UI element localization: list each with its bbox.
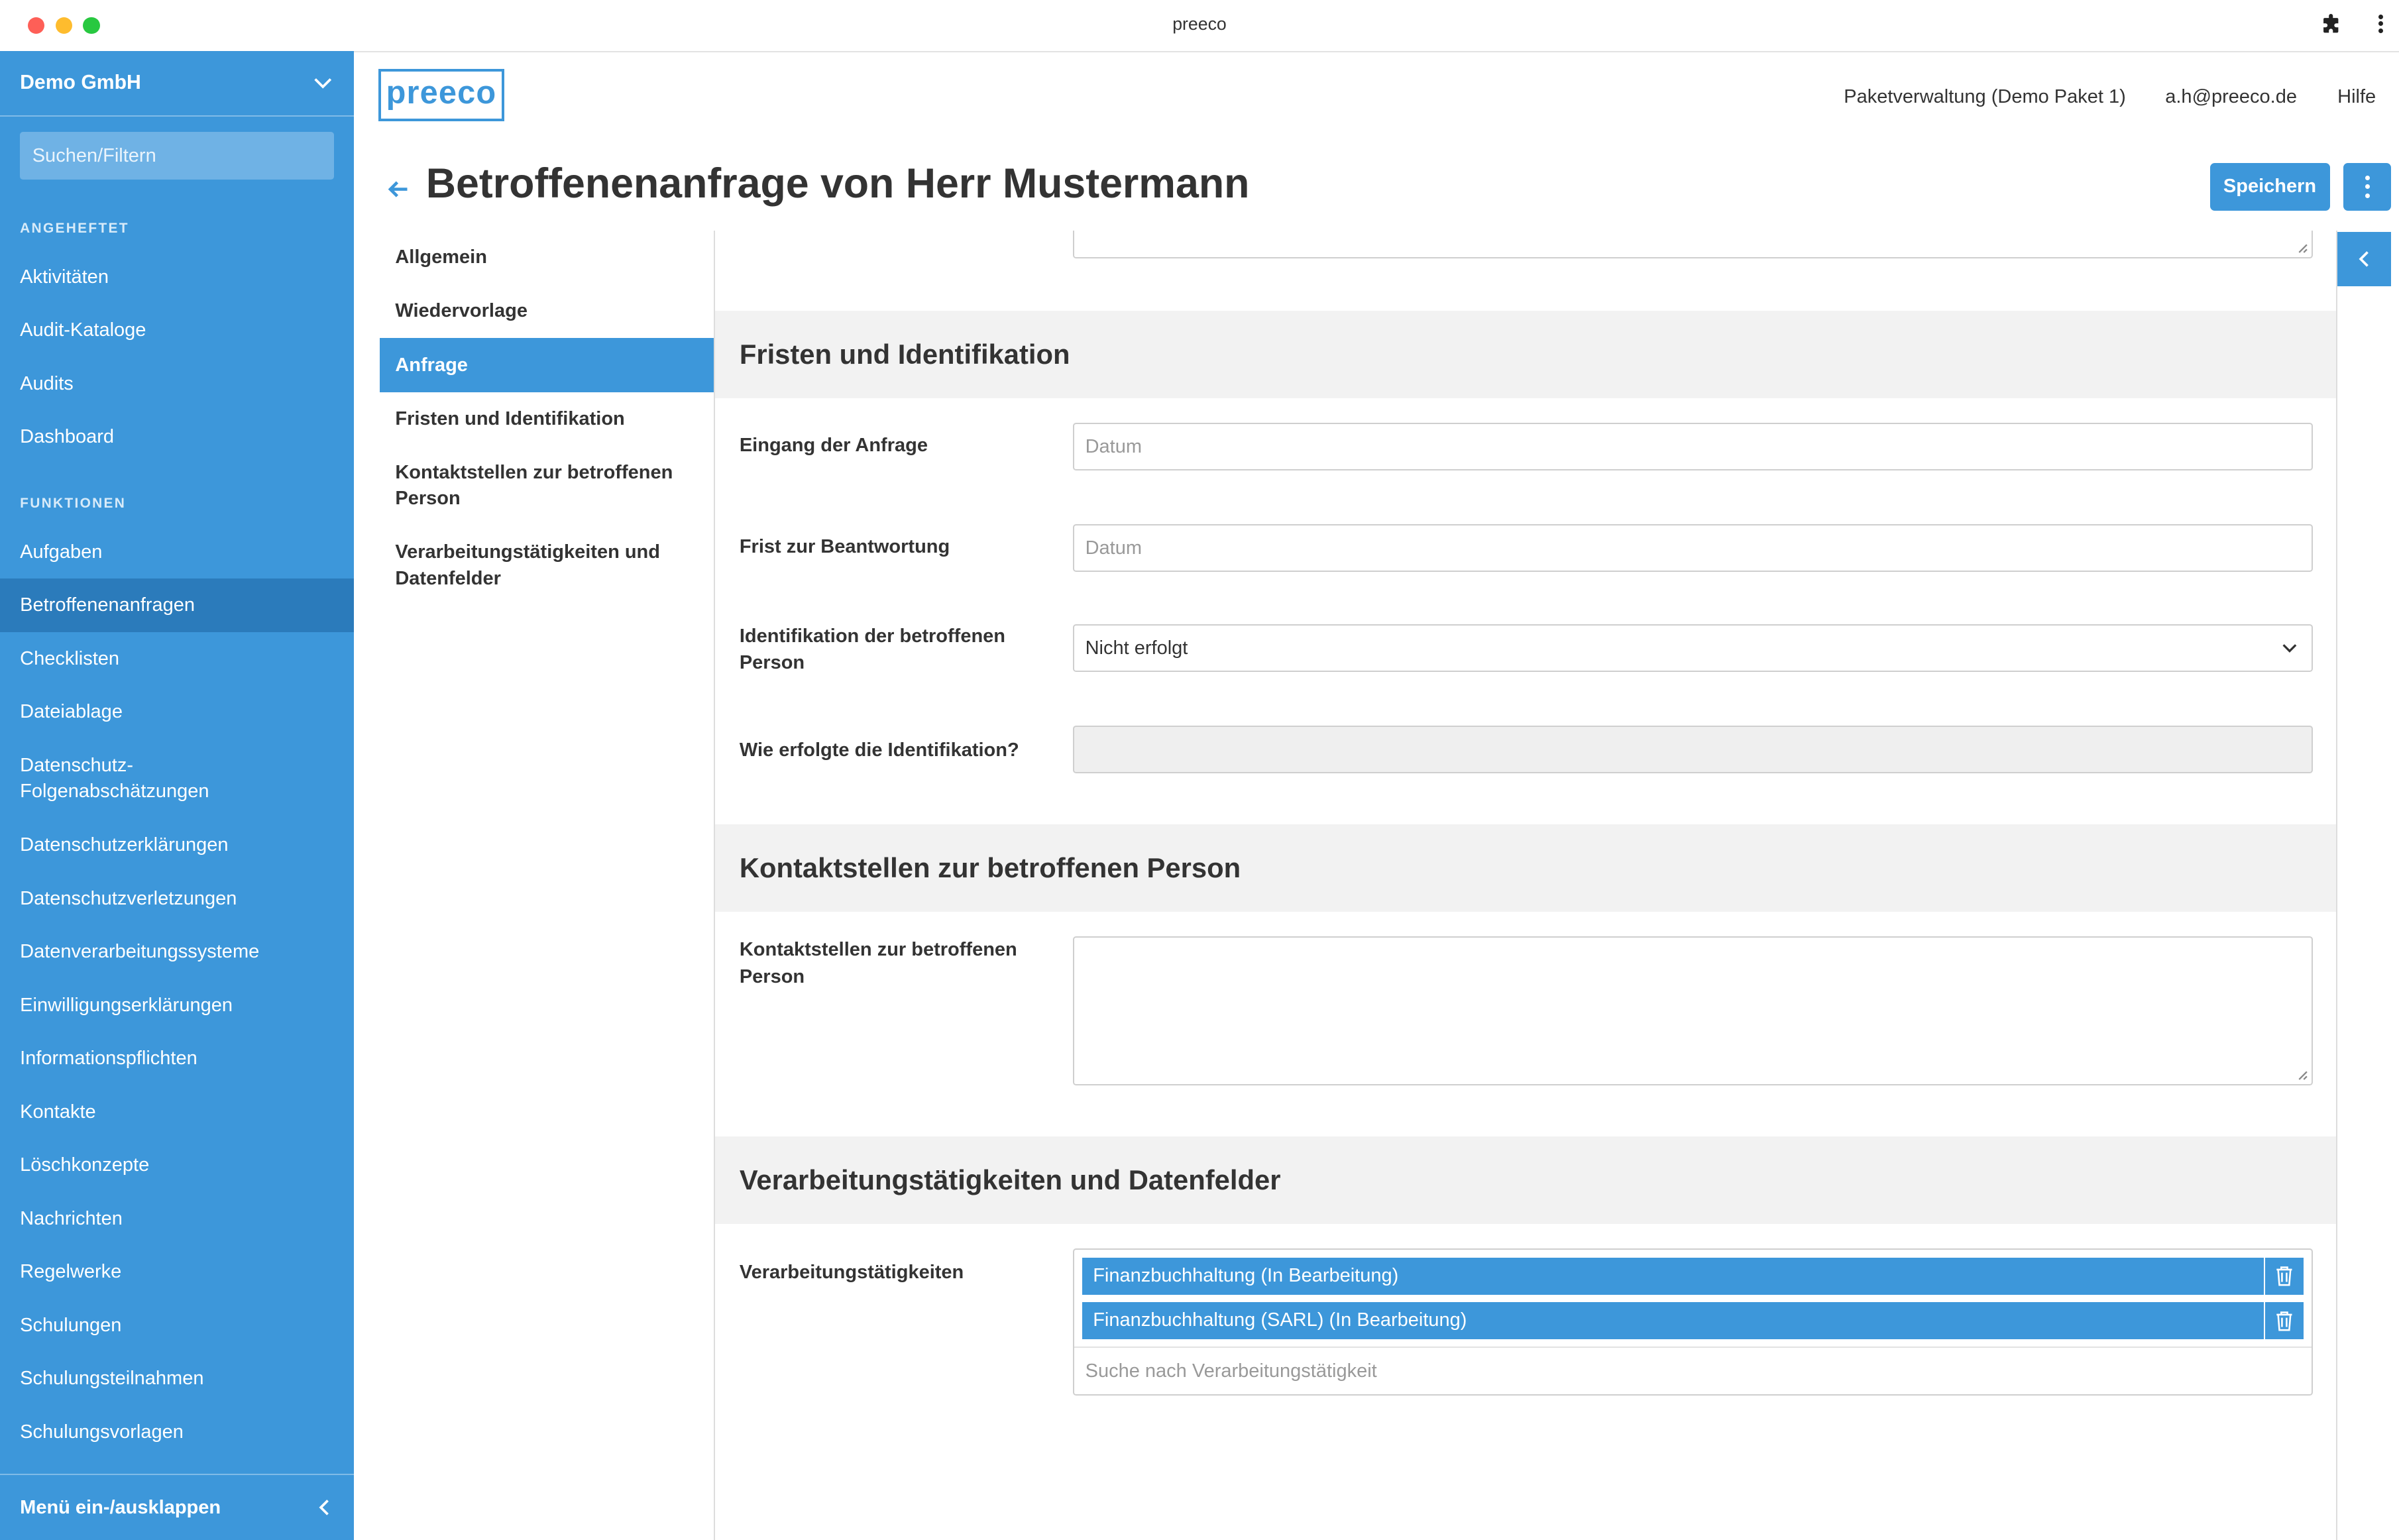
subnav-item-anfrage[interactable]: Anfrage	[380, 338, 714, 392]
section-heading-kontakt: Kontaktstellen zur betroffenen Person	[715, 824, 2336, 912]
sidebar-item-datenverarbeitungssysteme[interactable]: Datenverarbeitungssysteme	[20, 941, 260, 963]
eingang-date-input[interactable]: Datum	[1073, 423, 2312, 470]
package-link[interactable]: Paketverwaltung (Demo Paket 1)	[1844, 85, 2126, 107]
sidebar-item-audit-kataloge[interactable]: Audit-Kataloge	[20, 319, 146, 341]
sidebar-item-datenschutzerklaerungen[interactable]: Datenschutzerklärungen	[20, 834, 229, 856]
form-content	[714, 231, 2337, 1540]
remove-tag-button[interactable]	[2264, 1302, 2304, 1339]
chevron-down-icon	[2280, 639, 2299, 657]
sidebar-item-regelwerke[interactable]: Regelwerke	[20, 1261, 122, 1283]
trash-icon	[2275, 1265, 2294, 1286]
subnav-item-kontaktstellen[interactable]	[380, 446, 714, 526]
menu-toggle-button[interactable]	[0, 1474, 354, 1540]
sidebar	[0, 51, 354, 1540]
menu-toggle-label: Menü ein-/ausklappen	[20, 1496, 221, 1518]
verarbeitung-search-input[interactable]: Suche nach Verarbeitungstätigkeit	[1074, 1347, 2311, 1394]
subnav-item-verarbeitung[interactable]	[380, 526, 714, 606]
sidebar-item-loeschkonzepte[interactable]: Löschkonzepte	[20, 1154, 150, 1176]
chevron-left-icon	[2355, 250, 2374, 268]
selected-tag	[1082, 1258, 2304, 1295]
tag-label: Finanzbuchhaltung (SARL) (In Bearbeitung)	[1093, 1309, 1467, 1331]
field-label-eingang: Eingang der Anfrage	[739, 435, 928, 457]
org-switcher[interactable]	[0, 51, 354, 117]
trash-icon	[2275, 1310, 2294, 1331]
wie-identifikation-input[interactable]	[1073, 726, 2312, 773]
sidebar-item-checklisten[interactable]: Checklisten	[20, 647, 120, 669]
sidebar-item-audits[interactable]: Audits	[20, 372, 74, 394]
resize-grip-icon[interactable]	[2298, 1070, 2308, 1081]
field-label-kontaktstellen: Kontaktstellen zur betroffenen Person	[739, 939, 1017, 987]
previous-textarea[interactable]	[1073, 231, 2312, 258]
sidebar-item-datenschutzverletzungen[interactable]: Datenschutzverletzungen	[20, 887, 237, 909]
identifikation-value: Nicht erfolgt	[1085, 637, 1188, 659]
org-name: Demo GmbH	[20, 72, 141, 94]
user-menu[interactable]: a.h@preeco.de	[2165, 85, 2297, 107]
back-arrow-icon[interactable]	[386, 177, 410, 201]
section-heading-fristen: Fristen und Identifikation	[715, 311, 2336, 398]
sidebar-item-einwilligungserklaerungen[interactable]: Einwilligungserklärungen	[20, 994, 233, 1016]
sidebar-item-label: Datenschutz-Folgenabschätzungen	[20, 754, 209, 802]
preeco-logo[interactable]: preeco	[378, 69, 504, 121]
remove-tag-button[interactable]	[2264, 1258, 2304, 1295]
window-titlebar	[0, 0, 2399, 52]
chevron-left-icon	[315, 1498, 334, 1517]
kontaktstellen-textarea[interactable]	[1073, 936, 2312, 1085]
window-title: preeco	[1172, 13, 1227, 34]
subnav-item-label: Kontaktstellen zur betroffenen Person	[395, 461, 673, 510]
field-label-wie: Wie erfolgte die Identifikation?	[739, 739, 1019, 761]
functions-section-label: FUNKTIONEN	[20, 496, 127, 512]
subnav-item-fristen[interactable]: Fristen und Identifikation	[395, 408, 625, 429]
verarbeitung-multiselect[interactable]	[1073, 1248, 2312, 1396]
browser-menu-icon[interactable]	[2376, 13, 2385, 37]
section-heading-verarbeitung: Verarbeitungstätigkeiten und Datenfelder	[715, 1136, 2336, 1224]
sidebar-item-schulungen[interactable]: Schulungen	[20, 1314, 122, 1336]
section-nav	[380, 231, 714, 606]
field-label-verarbeitungstaetigkeiten: Verarbeitungstätigkeiten	[739, 1262, 964, 1284]
collapse-panel-button[interactable]	[2337, 232, 2391, 286]
tag-label: Finanzbuchhaltung (In Bearbeitung)	[1093, 1265, 1399, 1287]
sidebar-item-kontakte[interactable]: Kontakte	[20, 1101, 96, 1123]
subnav-item-label: Verarbeitungstätigkeiten und Datenfelder	[395, 541, 660, 589]
help-link[interactable]: Hilfe	[2337, 85, 2376, 107]
save-button[interactable]: Speichern	[2210, 163, 2330, 211]
sidebar-item-schulungsvorlagen[interactable]: Schulungsvorlagen	[20, 1421, 184, 1443]
sidebar-item-dateiablage[interactable]: Dateiablage	[20, 701, 123, 723]
sidebar-item-betroffenenanfragen[interactable]: Betroffenenanfragen	[0, 578, 354, 632]
sidebar-item-nachrichten[interactable]: Nachrichten	[20, 1207, 123, 1229]
frist-date-input[interactable]: Datum	[1073, 524, 2312, 572]
more-actions-button[interactable]	[2343, 163, 2391, 211]
pinned-section-label: ANGEHEFTET	[20, 221, 129, 237]
chevron-down-icon	[312, 72, 333, 93]
sidebar-item-dsfa[interactable]	[0, 739, 354, 819]
identifikation-select[interactable]	[1073, 624, 2312, 672]
sidebar-item-schulungsteilnahmen[interactable]: Schulungsteilnahmen	[20, 1368, 204, 1390]
page-title: Betroffenenanfrage von Herr Mustermann	[425, 160, 1250, 207]
sidebar-item-dashboard[interactable]: Dashboard	[20, 426, 115, 448]
sidebar-item-informationspflichten[interactable]: Informationspflichten	[20, 1048, 197, 1070]
field-label-identifikation: Identifikation der betroffenen Person	[739, 625, 1006, 674]
subnav-item-wiedervorlage[interactable]: Wiedervorlage	[395, 300, 528, 322]
extensions-icon[interactable]	[2321, 14, 2342, 35]
sidebar-item-aktivitaeten[interactable]: Aktivitäten	[20, 266, 109, 288]
field-label-frist: Frist zur Beantwortung	[739, 536, 950, 558]
selected-tag	[1082, 1302, 2304, 1339]
resize-grip-icon[interactable]	[2298, 243, 2308, 254]
sidebar-item-aufgaben[interactable]: Aufgaben	[20, 541, 103, 563]
sidebar-search-input[interactable]: Suchen/Filtern	[20, 132, 333, 180]
subnav-item-allgemein[interactable]: Allgemein	[395, 247, 487, 268]
